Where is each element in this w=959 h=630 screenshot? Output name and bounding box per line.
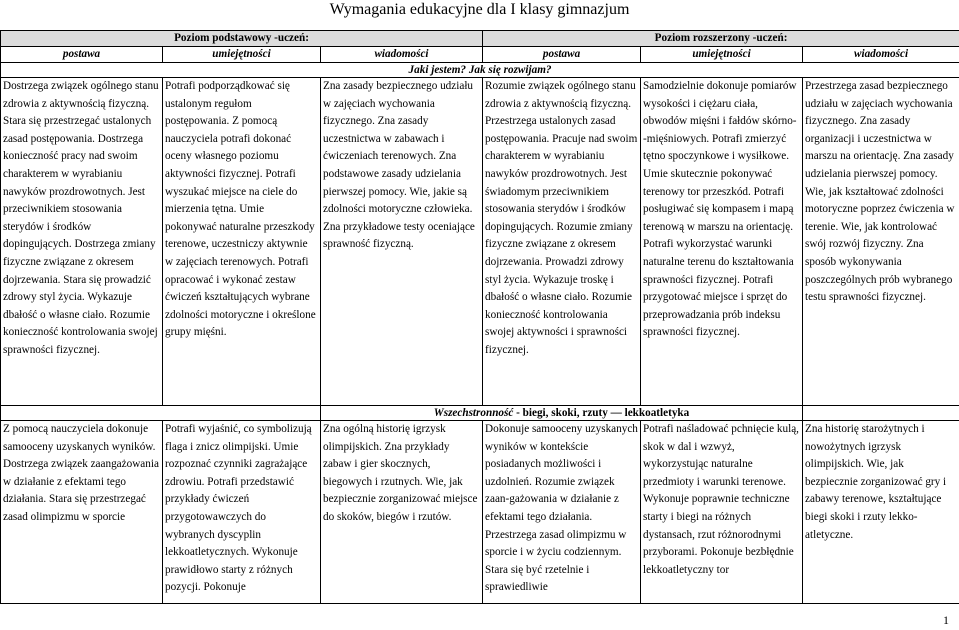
category-header-row — [1, 47, 959, 63]
requirements-table — [0, 30, 959, 604]
table-cell: Potrafi wyjaśnić, co symbolizują flaga i znicz olimpijski. Umie rozpoznać czynniki zagrażające zdrowiu. Potrafi przedstawić przykłady ćwiczeń przygotowawczych do wybranych dyscyplin lekkoatletycznych. Wykonuje prawidłowo starty z różnych pozycji. Pokonuje — [163, 421, 321, 604]
table-cell: Z pomocą nauczyciela dokonuje samooceny uzyskanych wyników. Dostrzega związek zaangażowania w działanie z efektami tego działania. Stara się przestrzegać zasad olimpizmu w sporcie — [1, 421, 163, 604]
column-header: postawa — [1, 47, 163, 63]
table-cell: Zna zasady bezpiecznego udziału w zajęciach wychowania fizycznego. Zna zasady uczestnictwa w zabawach i ćwiczeniach terenowych. Zna podstawowe zasady udzielania pierwszej pomocy. Wie, jakie są zdolności motoryczne człowieka. Zna przykładowe testy oceniające sprawność fizyczną. — [321, 78, 483, 406]
spacer-cell — [1, 406, 163, 421]
section-title-row — [1, 406, 959, 421]
table-cell: Samodzielnie dokonuje pomiarów wysokości i ciężaru ciała, obwodów mięśni i fałdów skórno--mięśniowych. Potrafi zmierzyć tętno spoczynkowe i wysiłkowe. Umie skutecznie pokonywać terenowy tor przeszkód. Potrafi posługiwać się kompasem i mapą terenową w marszu na orientację. Potrafi wykorzystać warunki naturalne terenu do kształtowania sprawności fizycznej. Potrafi przygotować miejsce i sprzęt do przeprowadzania prób indeksu sprawności fizycznej. — [641, 78, 803, 406]
section-title-rest: - biegi, skoki, rzuty — lekkoatletyka — [513, 407, 690, 419]
column-header: umiejętności — [641, 47, 803, 63]
section-title: Jaki jestem? Jak się rozwijam? — [1, 63, 959, 78]
section-content-row — [1, 78, 959, 406]
spacer-cell — [803, 406, 959, 421]
table-cell: Dostrzega związek ogólnego stanu zdrowia z aktywnością fizyczną. Stara się przestrzegać ustalonych zasad postępowania. Dostrzega konieczność pracy nad swoim charakterem w wyrabianiu nawyków prozdrowotnych. Jest przeciwnikiem stosowania sterydów i środków dopingujących. Dostrzega zmiany fizyczne związane z okresem dojrzewania. Stara się prowadzić zdrowy styl życia. Wykazuje dbałość o własne ciało. Rozumie konieczność kontrolowania swojej sprawności fizycznej. — [1, 78, 163, 406]
column-header: umiejętności — [163, 47, 321, 63]
table-cell: Potrafi naśladować pchnięcie kulą, skok w dal i wzwyż, wykorzystując naturalne przedmioty i warunki terenowe. Wykonuje poprawnie techniczne starty i biegi na różnych dystansach, rzut różnorodnymi przyborami. Pokonuje bezbłędnie lekkoatletyczny tor — [641, 421, 803, 604]
table-cell: Rozumie związek ogólnego stanu zdrowia z aktywnością fizyczną. Przestrzega ustalonych zasad postępowania. Pracuje nad swoim charakterem w wyrabianiu nawyków prozdrowotnych. Jest świadomym przeciwnikiem stosowania sterydów i środków dopingujących. Rozumie zmiany fizyczne związane z okresem dojrzewania. Prowadzi zdrowy styl życia. Wykazuje troskę i dbałość o własne ciało. Rozumie konieczność kontrolowania swojej aktywności i sprawności fizycznej. — [483, 78, 641, 406]
extended-level-header: Poziom rozszerzony -uczeń: — [483, 31, 959, 47]
page-title: Wymagania edukacyjne dla I klasy gimnazjum — [329, 1, 630, 18]
section-title-row — [1, 63, 959, 78]
column-header: wiadomości — [803, 47, 959, 63]
column-header: wiadomości — [321, 47, 483, 63]
column-header: postawa — [483, 47, 641, 63]
table-cell: Przestrzega zasad bezpiecznego udziału w zajęciach wychowania fizycznego. Zna zasady organizacji i uczestnictwa w marszu na orientację. Zna zasady udzielania pierwszej pomocy. Wie, jak kształtować zdolności motoryczne poprzez ćwiczenia w terenie. Wie, jak kontrolować swój rozwój fizyczny. Zna sposób wykonywania poszczególnych prób wybranego testu sprawności fizycznej. — [803, 78, 959, 406]
level-header-row — [1, 31, 959, 47]
section-content-row — [1, 421, 959, 604]
table-cell: Zna ogólną historię igrzysk olimpijskich. Zna przykłady zabaw i gier skocznych, biegowych i rzutnych. Wie, jak bezpiecznie zorganizować miejsce do skoków, biegów i rzutów. — [321, 421, 483, 604]
table-cell: Zna historię starożytnych i nowożytnych igrzysk olimpijskich. Wie, jak bezpiecznie zorganizować gry i zabawy terenowe, kształtujące biegi skoki i rzuty lekko-atletyczne. — [803, 421, 959, 604]
page-number: 1 — [943, 613, 949, 627]
basic-level-header: Poziom podstawowy -uczeń: — [1, 31, 483, 47]
spacer-cell — [163, 406, 321, 421]
section-title — [321, 406, 803, 421]
table-cell: Dokonuje samooceny uzyskanych wyników w kontekście posiadanych możliwości i uzdolnień. Rozumie związek zaan-gażowania w działanie z efektami tego działania. Przestrzega zasad olimpizmu w sporcie i w życiu codziennym. Stara się być rzetelnie i sprawiedliwie — [483, 421, 641, 604]
section-title-lead: Wszechstronność — [433, 407, 514, 419]
table-cell: Potrafi podporządkować się ustalonym regułom postępowania. Z pomocą nauczyciela potrafi dokonać oceny własnego poziomu aktywności fizycznej. Potrafi wyszukać miejsce na ciele do mierzenia tętna. Umie pokonywać naturalne przeszkody terenowe, uczestniczy aktywnie w zajęciach terenowych. Potrafi opracować i wykonać zestaw ćwiczeń kształtujących wybrane zdolności motoryczne i określone grupy mięśni. — [163, 78, 321, 406]
